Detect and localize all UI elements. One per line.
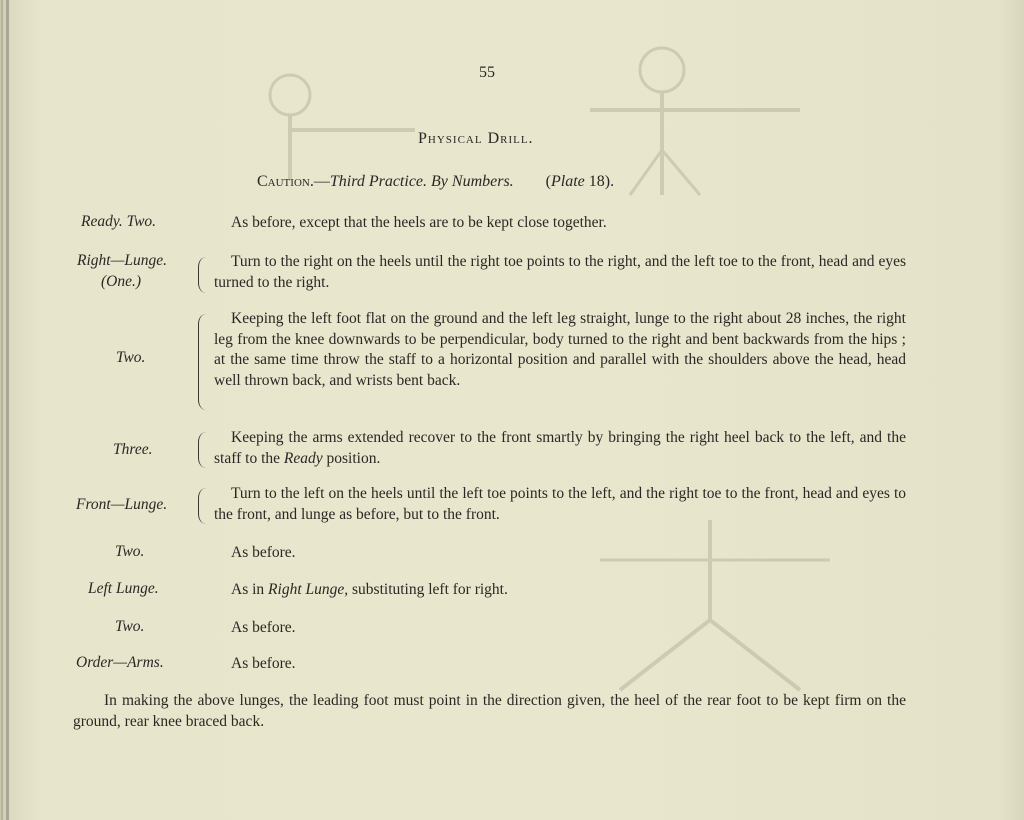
footnote-paragraph: In making the above lunges, the leading foot must point in the direction given, the heel of the rear foot to be kept firm on the ground, rear knee braced back. (73, 692, 906, 730)
caution-prefix: Caution. (257, 173, 314, 190)
show-through-figure-right (590, 40, 820, 200)
drill-label-ready-two: Ready. Two. (81, 213, 157, 230)
drill-text-three-end: position. (322, 449, 381, 467)
drill-text-left-lunge-part: As in (231, 581, 269, 598)
drill-text-right-lunge: Turn to the right on the heels until the right toe points to the right, and the left toe to the front, head and eyes turned to the right. (214, 253, 906, 291)
drill-text-ready-two: As before, except that the heels are to be kept close together. (231, 214, 607, 231)
drill-label-left-lunge: Left Lunge. (88, 580, 159, 597)
drill-label-order-arms: Order—Arms. (76, 654, 164, 671)
drill-label-two-second: Two. (115, 543, 145, 560)
show-through-figure-bottom (560, 500, 860, 700)
drill-text-left-lunge-end: substituting left for right. (348, 581, 508, 598)
drill-text-two-third: As before. (231, 619, 296, 636)
bracket (198, 432, 207, 468)
drill-text-two-second: As before. (231, 544, 296, 561)
drill-text-left-lunge (231, 580, 508, 601)
drill-label-two-third: Two. (115, 618, 145, 635)
drill-text-two: Keeping the left foot flat on the ground and the left leg straight, lunge to the right about 28 inches, the right leg from the knee downwards to be perpendicular, body turned to the right and bent backwards from the hips ; at the same time throw the staff to a horizontal position and parallel with the shoulders above the head, head well thrown back, and wrists bent back. (214, 310, 906, 389)
caution-plate-number: 18). (588, 173, 615, 190)
bracket (198, 488, 207, 524)
drill-text-left-lunge-italic: Right Lunge, (268, 581, 349, 598)
drill-sublabel-one: (One.) (101, 273, 142, 290)
drill-text-three-italic: Ready (283, 449, 323, 467)
drill-text-three (214, 428, 906, 469)
drill-label-right-lunge: Right—Lunge. (77, 252, 167, 269)
drill-text-order-arms: As before. (231, 655, 296, 672)
drill-label-three: Three. (113, 441, 153, 458)
drill-text-three-part: Keeping the arms extended recover to the front smartly by bringing the right heel back to the left, and the staff to the (214, 429, 906, 467)
page-number: 55 (479, 64, 495, 81)
show-through-figure-left (255, 55, 425, 185)
drill-label-front-lunge: Front—Lunge. (76, 496, 168, 513)
caution-plate-open: ( (545, 173, 551, 190)
caution-dash: — (313, 173, 330, 190)
bracket (198, 314, 207, 410)
caution-plate-label: Plate (551, 173, 585, 190)
drill-text-front-lunge: Turn to the left on the heels until the left toe points to the left, and the right toe to the front, head and eyes to the front, and lunge as before, but to the front. (214, 485, 906, 523)
bracket (198, 257, 207, 293)
page-heading: Physical Drill. (418, 130, 534, 147)
caution-line (257, 173, 614, 191)
page-binding-shadow (6, 0, 9, 820)
page-binding-edge (1, 0, 3, 820)
drill-label-two: Two. (116, 349, 146, 366)
caution-practice: Third Practice. By Numbers. (329, 173, 514, 190)
